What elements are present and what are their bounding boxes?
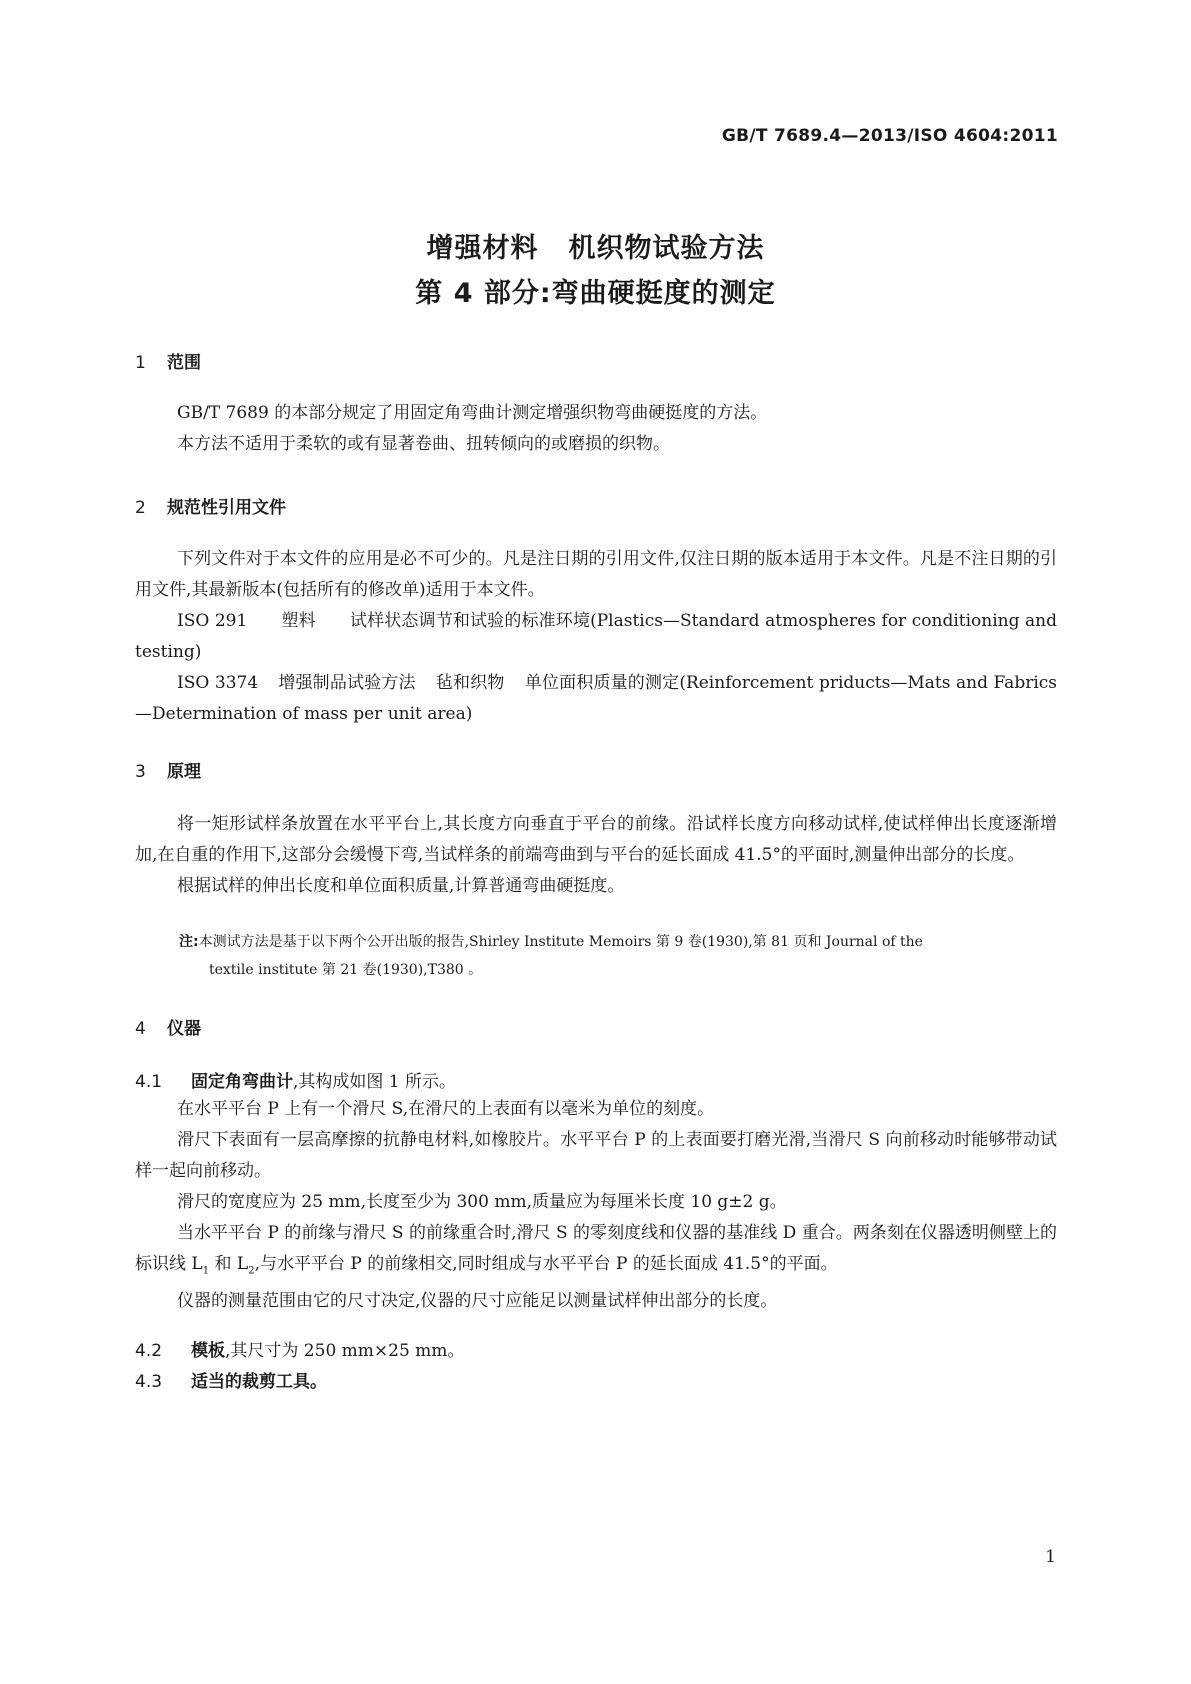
note-label: 注:: [179, 934, 199, 950]
para-4-part-b: 和 L: [209, 1254, 249, 1274]
section-2-heading: [135, 493, 286, 518]
para-4-part-a: 当水平平台 P 的前缘与滑尺 S 的前缘重合时,滑尺 S 的零刻度线和仪器的基准线 D 重合。两条刻在仪器透明侧壁上的标识线 L: [135, 1223, 1057, 1274]
subscript-2: 2: [248, 1265, 255, 1277]
section-3-number: 3: [135, 762, 146, 782]
subsection-4-1-text: ,其构成如图 1 所示。: [293, 1072, 457, 1092]
ref-2-part-b: 毡和织物: [435, 673, 505, 693]
subsection-4-3: [135, 1367, 327, 1392]
section-4-title: 仪器: [167, 1019, 201, 1039]
section-4-number: 4: [135, 1019, 146, 1039]
section-3-heading: [135, 757, 201, 782]
section-4-para-1: 在水平平台 P 上有一个滑尺 S,在滑尺的上表面有以毫米为单位的刻度。: [177, 1099, 715, 1119]
title-line-1: [0, 226, 1191, 265]
section-3-para-1: 将一矩形试样条放置在水平平台上,其长度方向垂直于平台的前缘。沿试样长度方向移动试样,使试样伸出长度逐渐增加,在自重的作用下,这部分会缓慢下弯,当试样条的前端弯曲到与平台的延长面成 41.5°的平面时,测量伸出部分的长度。: [135, 814, 1057, 865]
section-1-title: 范围: [167, 353, 201, 373]
subsection-4-2-text: ,其尺寸为 250 mm×25 mm。: [225, 1341, 465, 1361]
section-4-para-5: 仪器的测量范围由它的尺寸决定,仪器的尺寸应能足以测量试样伸出部分的长度。: [177, 1291, 778, 1312]
section-4-heading: [135, 1014, 201, 1039]
section-2-title: 规范性引用文件: [167, 498, 286, 518]
subsection-4-2-number: 4.2: [135, 1341, 163, 1361]
subsection-4-2: [135, 1336, 464, 1361]
ref-2-code: ISO 3374: [177, 673, 259, 693]
page-number: 1: [1045, 1547, 1056, 1567]
ref-1-code: ISO 291: [177, 611, 248, 631]
ref-2-part-c: 单位面积质量的测定(Reinforcement priducts—Mats and Fabrics—Determination of mass per unit area): [135, 673, 1058, 724]
section-3-title: 原理: [167, 762, 201, 782]
section-1-heading: [135, 348, 201, 373]
section-1-number: 1: [135, 353, 146, 373]
section-4-para-2: 滑尺下表面有一层高摩擦的抗静电材料,如橡胶片。水平平台 P 的上表面要打磨光滑,当滑尺 S 向前移动时能够带动试样一起向前移动。: [135, 1130, 1057, 1181]
subsection-4-3-number: 4.3: [135, 1372, 163, 1392]
section-1-para-1: GB/T 7689 的本部分规定了用固定角弯曲计测定增强织物弯曲硬挺度的方法。: [177, 403, 768, 423]
note-text-1: 本测试方法是基于以下两个公开出版的报告,Shirley Institute Memoirs 第 9 卷(1930),第 81 页和 Journal of the: [198, 934, 923, 950]
ref-2-part-a: 增强制品试验方法: [278, 673, 416, 693]
reference-iso-291: [135, 606, 1057, 668]
section-4-para-3: 滑尺的宽度应为 25 mm,长度至少为 300 mm,质量应为每厘米长度 10 g±2 g。: [177, 1192, 787, 1212]
title-line-2: 第 4 部分:弯曲硬挺度的测定: [415, 278, 776, 309]
section-2-para-1: 下列文件对于本文件的应用是必不可少的。凡是注日期的引用文件,仅注日期的版本适用于本文件。凡是不注日期的引用文件,其最新版本(包括所有的修改单)适用于本文件。: [135, 549, 1057, 600]
section-3-para-2: 根据试样的伸出长度和单位面积质量,计算普通弯曲硬挺度。: [177, 876, 625, 896]
ref-1-part-b: 试样状态调节和试验的标准环境(Plastics—Standard atmospheres for conditioning and testing): [135, 611, 1058, 662]
section-1-para-2: 本方法不适用于柔软的或有显著卷曲、扭转倾向的或磨损的织物。: [177, 434, 670, 454]
title-part-a: 增强材料: [426, 233, 539, 264]
subscript-1: 1: [202, 1265, 210, 1277]
title-part-b: 机织物试验方法: [568, 233, 765, 264]
reference-iso-3374: [135, 668, 1057, 730]
section-3-body: [135, 809, 1057, 902]
subsection-4-1-number: 4.1: [135, 1072, 163, 1092]
section-4-para-4: [135, 1218, 1057, 1286]
section-3-note: [179, 928, 1057, 984]
subsection-4-3-term: 适当的裁剪工具。: [191, 1372, 327, 1392]
note-line-2: textile institute 第 21 卷(1930),T380 。: [209, 962, 483, 978]
para-4-part-c: ,与水平平台 P 的前缘相交,同时组成与水平平台 P 的延长面成 41.5°的平面。: [254, 1254, 838, 1274]
standard-number: GB/T 7689.4—2013/ISO 4604:2011: [721, 126, 1058, 146]
section-2-body: [135, 544, 1057, 730]
section-4-body: [135, 1094, 1057, 1317]
subsection-4-1: [135, 1067, 456, 1092]
section-1-body: [135, 398, 1057, 460]
note-line-1: [179, 928, 1057, 956]
ref-1-part-a: 塑料: [281, 611, 316, 631]
subsection-4-1-term: 固定角弯曲计: [191, 1072, 293, 1092]
subsection-4-2-term: 模板: [191, 1341, 225, 1361]
section-2-number: 2: [135, 498, 146, 518]
